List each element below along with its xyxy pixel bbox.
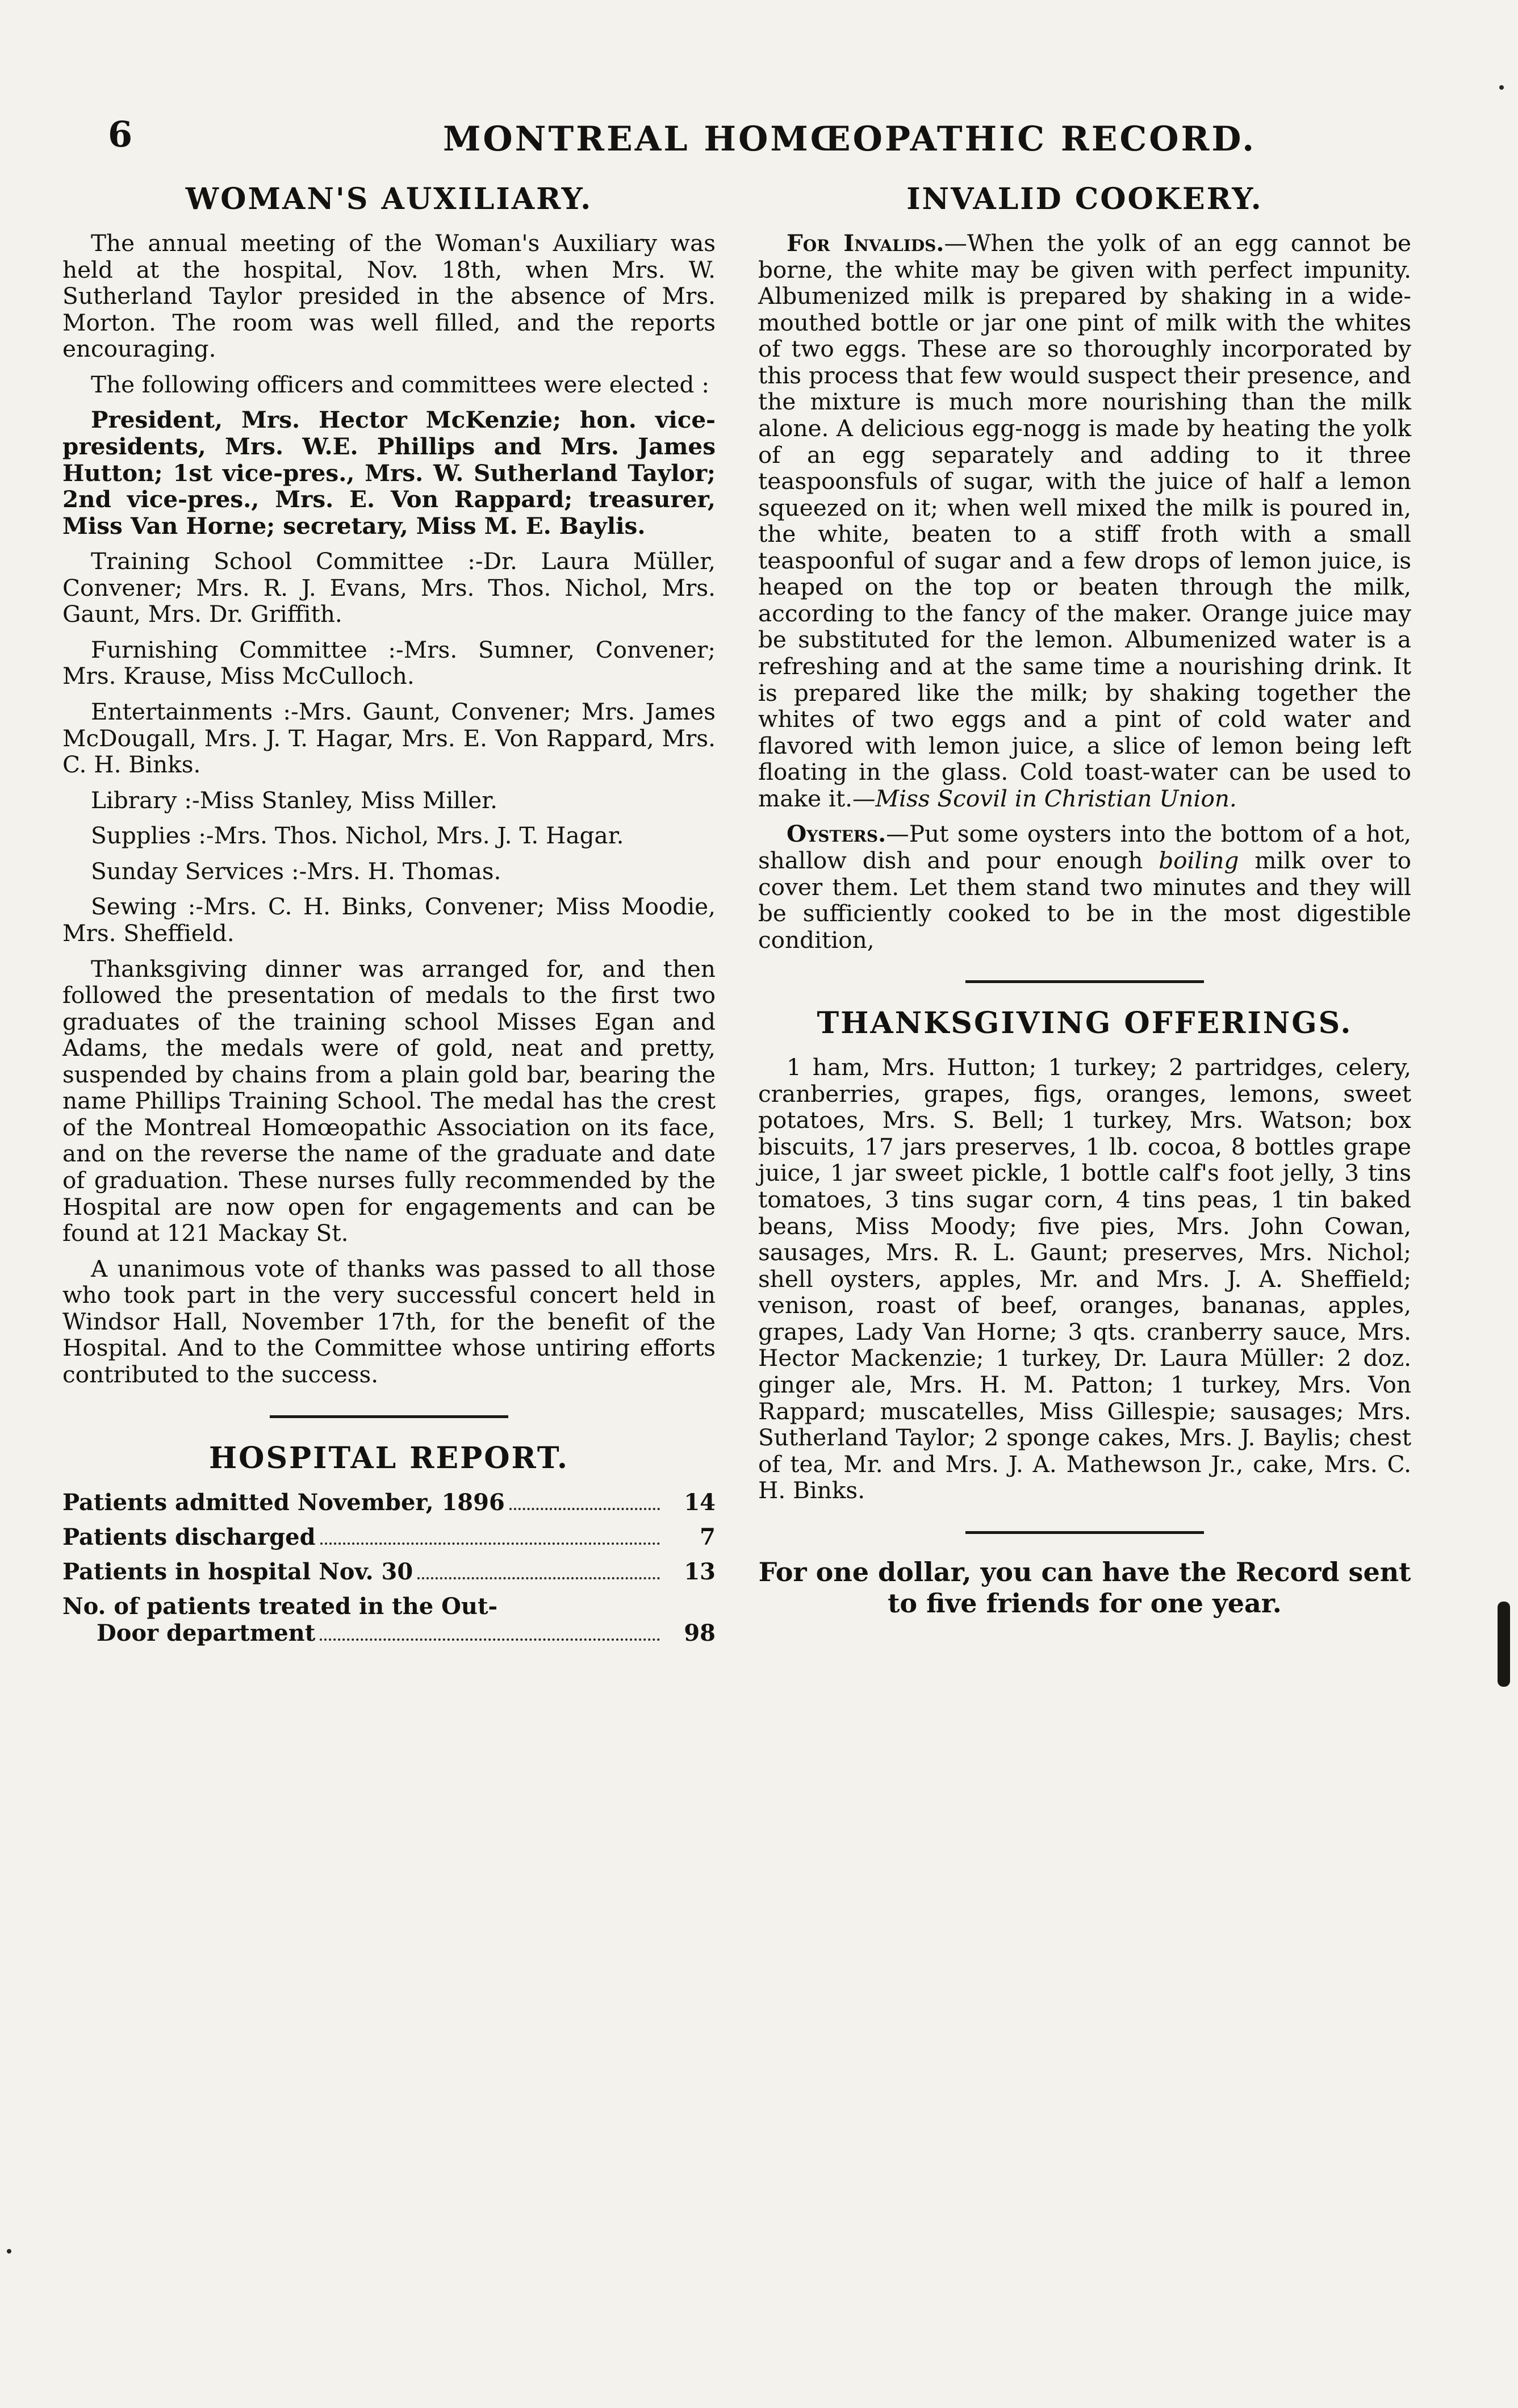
lead-in: Oysters. [787, 820, 886, 848]
journal-title: MONTREAL HOMŒOPATHIC RECORD. [443, 119, 1257, 159]
womans-auxiliary-section [62, 182, 716, 1388]
cookery-paragraph [758, 821, 1411, 953]
page-edge-mark [1498, 1602, 1510, 1687]
thanksgiving-offerings-heading: THANKSGIVING OFFERINGS. [817, 1006, 1353, 1041]
page-header [108, 114, 1391, 176]
dot-leader [320, 1638, 660, 1641]
dot-leader [509, 1508, 660, 1510]
committee-paragraph: Sunday Services :-Mrs. H. Thomas. [91, 857, 501, 885]
cookery-text: —Put some oysters into the bottom of a hot, shallow dish and pour enough [758, 820, 1411, 874]
right-column [758, 182, 1411, 1628]
cookery-text: milk over to cover them. Let them stand two minutes and they will be sufficiently cooked to be in the most digestible condition, [758, 846, 1411, 954]
report-row [62, 1558, 716, 1585]
report-value: 13 [684, 1558, 716, 1585]
committee-paragraph: Training School Committee :-Dr. Laura Müller, Convener; Mrs. R. J. Evans, Mrs. Thos. Nichol, Mrs. Gaunt, Mrs. Dr. Griffith. [62, 547, 716, 628]
report-label: Door department [97, 1619, 316, 1646]
section-divider [270, 1415, 508, 1418]
dot-leader [320, 1542, 660, 1545]
report-value: 14 [684, 1489, 716, 1516]
print-speck [7, 2249, 11, 2254]
cookery-paragraph [758, 230, 1411, 812]
invalid-cookery-heading: INVALID COOKERY. [906, 182, 1263, 216]
lead-in: For Invalids. [787, 229, 944, 257]
committee-paragraph: Furnishing Committee :-Mrs. Sumner, Convener; Mrs. Krause, Miss McCulloch. [62, 636, 716, 690]
dot-leader [417, 1577, 660, 1579]
hospital-report-section [62, 1441, 716, 1646]
print-speck [1499, 85, 1504, 90]
left-column [62, 182, 716, 1654]
report-label: Patients admitted November, 1896 [62, 1489, 505, 1516]
emphasis: boiling [1159, 846, 1239, 874]
report-value: 7 [700, 1523, 716, 1550]
committee-paragraph: Supplies :-Mrs. Thos. Nichol, Mrs. J. T. Hagar. [91, 822, 624, 850]
committee-paragraph: Library :-Miss Stanley, Miss Miller. [91, 786, 497, 814]
closing-note: For one dollar, you can have the Record sent to five friends for one year. [758, 1556, 1411, 1619]
section-divider [965, 980, 1204, 983]
auxiliary-paragraph: The annual meeting of the Woman's Auxiliary was held at the hospital, Nov. 18th, when Mrs. W. Sutherland Taylor presided in the absence of Mrs. Morton. The room was well filled, and the reports encouraging. [62, 229, 716, 363]
report-label-continuation [62, 1620, 716, 1646]
auxiliary-paragraph: A unanimous vote of thanks was passed to all those who took part in the very successful concert held in Windsor Hall, November 17th, for the benefit of the Hospital. And to the Committee whose untiring efforts contributed to the success. [62, 1255, 716, 1388]
cookery-text: —When the yolk of an egg cannot be borne, the white may be given with perfect impunity. Albumenized milk is prepared by shaking in a wide-mouthed bottle or jar one pint of milk with the whites of two eggs. These are so thoroughly incorporated by this process that few would suspect their presence, and the mixture is much more nourishing than the milk alone. A delicious egg-nogg is made by heating the yolk of an egg separately and adding to it three teaspoonsfuls of sugar, with the juice of half a lemon squeezed on it; when well mixed the milk is poured in, the white, beaten to a stiff froth with a small teaspoonful of sugar and a few drops of lemon juice, is heaped on the top or beaten through the milk, according to the fancy of the maker. Orange juice may be substituted for the lemon. Albumenized water is a refreshing and at the same time a nourishing drink. It is prepared like the milk; by shaking together the whites of two eggs and a pint of cold water and flavored with lemon juice, a slice of lemon being left floating in the glass. Cold toast-water can be used to make it. [758, 229, 1411, 812]
womans-auxiliary-heading: WOMAN'S AUXILIARY. [185, 182, 593, 216]
report-row [62, 1489, 716, 1516]
auxiliary-paragraph: Thanksgiving dinner was arranged for, and then followed the presentation of medals to the first two graduates of the training school Misses Egan and Adams, the medals were of gold, neat and pretty, suspended by chains from a plain gold bar, bearing the name Phillips Training School. The medal has the crest of the Montreal Homœopathic Association on its face, and on the reverse the name of the graduate and date of graduation. These nurses fully recommended by the Hospital are now open for engagements and can be found at 121 Mackay St. [62, 955, 716, 1247]
report-label: Patients discharged [62, 1523, 316, 1550]
invalid-cookery-section [758, 182, 1411, 953]
auxiliary-paragraph: The following officers and committees were elected : [91, 370, 709, 398]
hospital-report-heading: HOSPITAL REPORT. [209, 1440, 569, 1475]
signoff: —Miss Scovil in Christian Union. [852, 784, 1237, 812]
officers-paragraph: President, Mrs. Hector McKenzie; hon. vice-presidents, Mrs. W.E. Phillips and Mrs. James Hutton; 1st vice-pres., Mrs. W. Sutherland Taylor; 2nd vice-pres., Mrs. E. Von Rappard; treasurer, Miss Van Horne; secretary, Miss M. E. Baylis. [62, 406, 716, 540]
committee-paragraph: Entertainments :-Mrs. Gaunt, Convener; Mrs. James McDougall, Mrs. J. T. Hagar, Mrs. E. Von Rappard, Mrs. C. H. Binks. [62, 698, 716, 779]
report-value: 98 [684, 1619, 716, 1646]
section-divider [965, 1531, 1204, 1534]
offerings-paragraph: 1 ham, Mrs. Hutton; 1 turkey; 2 partridges, celery, cranberries, grapes, figs, oranges, lemons, sweet potatoes, Mrs. S. Bell; 1 turkey, Mrs. Watson; box biscuits, 17 jars preserves, 1 lb. cocoa, 8 bottles grape juice, 1 jar sweet pickle, 1 bottle calf's foot jelly, 3 tins tomatoes, 3 tins sugar corn, 4 tins peas, 1 tin baked beans, Miss Moody; five pies, Mrs. John Cowan, sausages, Mrs. R. L. Gaunt; preserves, Mrs. Nichol; shell oysters, apples, Mr. and Mrs. J. A. Sheffield; venison, roast of beef, oranges, bananas, apples, grapes, Lady Van Horne; 3 qts. cranberry sauce, Mrs. Hector Mackenzie; 1 turkey, Dr. Laura Müller: 2 doz. ginger ale, Mrs. H. M. Patton; 1 turkey, Mrs. Von Rappard; muscatelles, Miss Gillespie; sausages; Mrs. Sutherland Taylor; 2 sponge cakes, Mrs. J. Baylis; chest of tea, Mr. and Mrs. J. A. Mathewson Jr., cake, Mrs. C. H. Binks. [758, 1054, 1411, 1504]
thanksgiving-offerings-section [758, 1006, 1411, 1504]
report-row [62, 1524, 716, 1550]
report-table [62, 1489, 716, 1646]
report-label: No. of patients treated in the Out- [62, 1592, 498, 1620]
page-number: 6 [108, 114, 133, 155]
report-row [62, 1593, 716, 1646]
report-label: Patients in hospital Nov. 30 [62, 1558, 413, 1585]
committee-paragraph: Sewing :-Mrs. C. H. Binks, Convener; Miss Moodie, Mrs. Sheffield. [62, 893, 716, 947]
